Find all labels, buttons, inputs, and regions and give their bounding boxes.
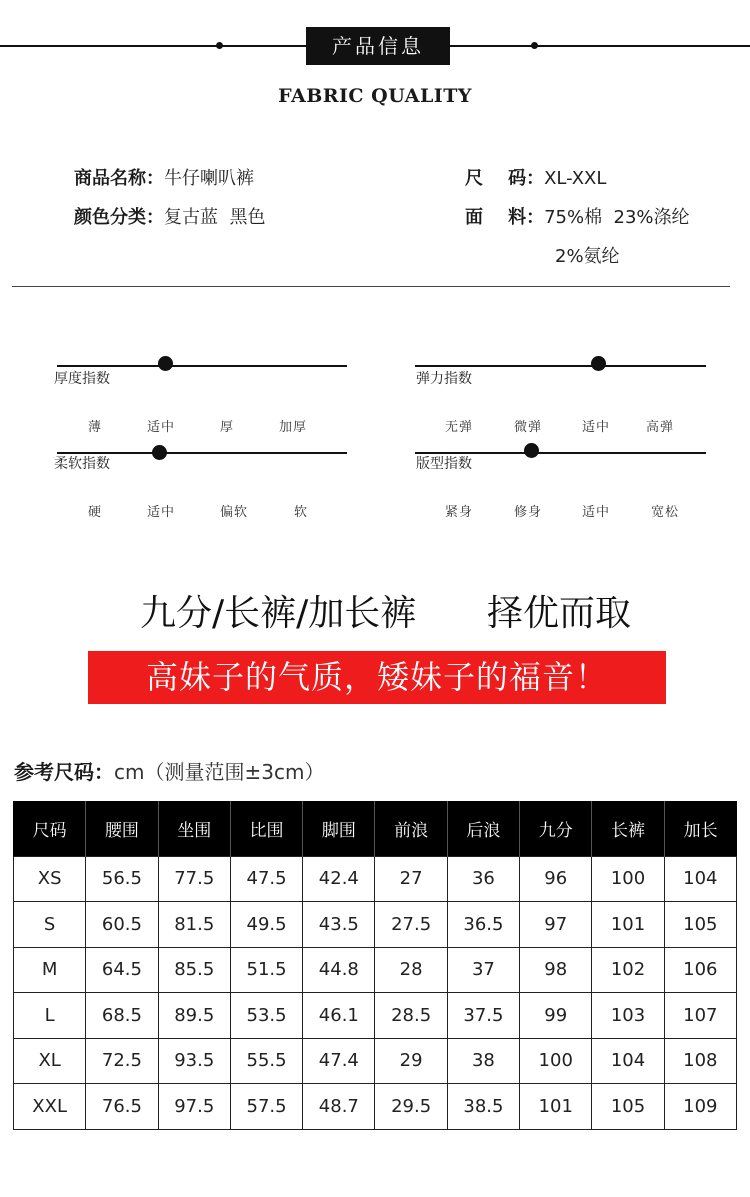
table-cell: 89.5 (158, 993, 230, 1039)
table-cell: 28.5 (375, 993, 447, 1039)
header-dot-right (531, 42, 538, 49)
table-row (14, 902, 737, 948)
table-row (14, 947, 737, 993)
table-cell: 56.5 (86, 856, 158, 902)
scale-option: 紧身 (445, 505, 474, 520)
scale-track (415, 365, 706, 367)
col-header: 坐围 (158, 801, 230, 856)
table-cell: 37 (447, 947, 519, 993)
scale-option: 软 (294, 505, 309, 520)
info-fabric-value2: 2%氨纶 (555, 246, 620, 267)
scale-title: 版型指数 (416, 456, 472, 472)
table-cell: 60.5 (86, 902, 158, 948)
section-title: 产品信息 (306, 27, 450, 65)
table-cell: 49.5 (230, 902, 302, 948)
scale-title: 弹力指数 (416, 371, 472, 387)
table-cell: 98 (520, 947, 592, 993)
info-name-label: 商品名称： (74, 168, 164, 189)
table-cell: 38 (447, 1038, 519, 1084)
col-header: 长裤 (592, 801, 664, 856)
table-cell: L (14, 993, 86, 1039)
table-cell: 93.5 (158, 1038, 230, 1084)
slogan-banner: 高妹子的气质，矮妹子的福音！ (88, 651, 666, 704)
table-cell: 64.5 (86, 947, 158, 993)
table-cell: 29 (375, 1038, 447, 1084)
size-caption-label: 参考尺码： (14, 760, 114, 784)
table-cell: 109 (664, 1084, 736, 1130)
table-cell: 44.8 (303, 947, 375, 993)
info-fabric (465, 207, 690, 229)
info-size (465, 168, 606, 190)
table-cell: M (14, 947, 86, 993)
table-row (14, 856, 737, 902)
table-row (14, 993, 737, 1039)
table-cell: 76.5 (86, 1084, 158, 1130)
scale-title: 厚度指数 (54, 371, 110, 387)
table-cell: 102 (592, 947, 664, 993)
col-header: 九分 (520, 801, 592, 856)
scale-option: 无弹 (445, 420, 474, 435)
scale-track (57, 365, 347, 367)
table-cell: 53.5 (230, 993, 302, 1039)
table-cell: 27 (375, 856, 447, 902)
size-caption-note: cm（测量范围±3cm） (114, 760, 325, 784)
table-cell: 97.5 (158, 1084, 230, 1130)
table-cell: 85.5 (158, 947, 230, 993)
scale-title: 柔软指数 (54, 456, 110, 472)
table-cell: 42.4 (303, 856, 375, 902)
scale-option: 宽松 (651, 505, 680, 520)
scale-option: 适中 (582, 505, 611, 520)
table-cell: XL (14, 1038, 86, 1084)
col-header: 腰围 (86, 801, 158, 856)
col-header: 前浪 (375, 801, 447, 856)
table-cell: 81.5 (158, 902, 230, 948)
section-subtitle: FABRIC QUALITY (278, 85, 472, 107)
table-cell: 105 (664, 902, 736, 948)
scale-marker (158, 356, 173, 371)
table-cell: 104 (592, 1038, 664, 1084)
scale-option: 高弹 (646, 420, 675, 435)
size-table-caption (14, 756, 324, 785)
table-cell: 105 (592, 1084, 664, 1130)
info-fabric-value-line2 (555, 246, 620, 268)
scale-option: 修身 (514, 505, 543, 520)
col-header: 加长 (664, 801, 736, 856)
table-cell: 107 (664, 993, 736, 1039)
table-cell: 100 (520, 1038, 592, 1084)
info-color (74, 207, 265, 229)
table-cell: 104 (664, 856, 736, 902)
table-cell: 36 (447, 856, 519, 902)
info-name-value: 牛仔喇叭裤 (164, 168, 254, 189)
table-cell: 106 (664, 947, 736, 993)
info-fabric-label: 面 料： (465, 207, 545, 228)
info-size-value: XL-XXL (544, 168, 607, 189)
col-header: 脚围 (303, 801, 375, 856)
info-name (74, 168, 254, 190)
table-cell: 27.5 (375, 902, 447, 948)
table-cell: 51.5 (230, 947, 302, 993)
table-cell: 46.1 (303, 993, 375, 1039)
info-size-label: 尺 码： (465, 168, 545, 189)
table-cell: 100 (592, 856, 664, 902)
table-cell: 68.5 (86, 993, 158, 1039)
table-cell: 72.5 (86, 1038, 158, 1084)
slogan-choose: 择优而取 (487, 593, 632, 634)
scale-option: 适中 (147, 505, 176, 520)
table-cell: XXL (14, 1084, 86, 1130)
header-dot-left (216, 42, 223, 49)
table-cell: 48.7 (303, 1084, 375, 1130)
table-cell: 101 (592, 902, 664, 948)
table-cell: 29.5 (375, 1084, 447, 1130)
table-cell: 43.5 (303, 902, 375, 948)
table-cell: XS (14, 856, 86, 902)
slogan-styles: 九分/长裤/加长裤 (140, 593, 417, 634)
table-row (14, 1084, 737, 1130)
table-cell: 77.5 (158, 856, 230, 902)
scale-option: 微弹 (514, 420, 543, 435)
scale-option: 薄 (88, 420, 103, 435)
header-rule-right (450, 45, 750, 47)
scale-marker (152, 445, 167, 460)
table-cell: 36.5 (447, 902, 519, 948)
col-header: 后浪 (447, 801, 519, 856)
table-row (14, 1038, 737, 1084)
table-cell: S (14, 902, 86, 948)
col-header: 尺码 (14, 801, 86, 856)
table-cell: 97 (520, 902, 592, 948)
col-header: 比围 (230, 801, 302, 856)
table-cell: 103 (592, 993, 664, 1039)
table-cell: 38.5 (447, 1084, 519, 1130)
table-cell: 28 (375, 947, 447, 993)
info-divider (12, 286, 730, 287)
table-cell: 47.5 (230, 856, 302, 902)
info-color-value: 复古蓝 黑色 (164, 207, 266, 228)
size-table-header (14, 801, 737, 856)
scale-option: 适中 (147, 420, 176, 435)
scale-option: 加厚 (279, 420, 308, 435)
table-cell: 101 (520, 1084, 592, 1130)
scale-marker (524, 443, 539, 458)
scale-option: 厚 (220, 420, 235, 435)
scale-marker (591, 356, 606, 371)
table-cell: 96 (520, 856, 592, 902)
size-table (13, 801, 737, 1130)
table-cell: 37.5 (447, 993, 519, 1039)
table-cell: 99 (520, 993, 592, 1039)
info-fabric-value: 75%棉 23%涤纶 (544, 207, 690, 228)
scale-option: 适中 (582, 420, 611, 435)
table-cell: 55.5 (230, 1038, 302, 1084)
table-cell: 47.4 (303, 1038, 375, 1084)
table-cell: 57.5 (230, 1084, 302, 1130)
scale-option: 硬 (88, 505, 103, 520)
table-cell: 108 (664, 1038, 736, 1084)
header-rule-left (0, 45, 306, 47)
info-color-label: 颜色分类： (74, 207, 164, 228)
scale-option: 偏软 (220, 505, 249, 520)
